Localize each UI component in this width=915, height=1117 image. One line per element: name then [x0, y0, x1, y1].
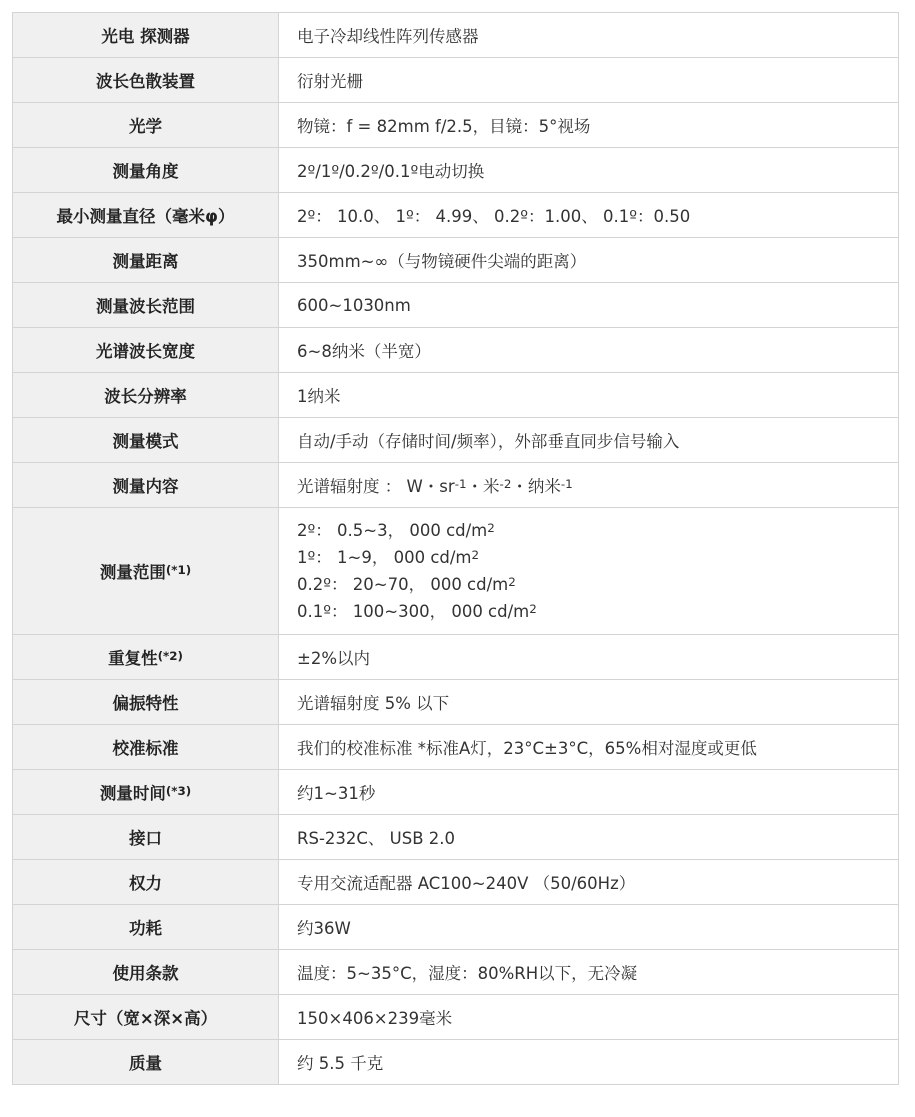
table-row	[13, 103, 899, 148]
range-line	[297, 517, 898, 544]
table-row	[13, 1040, 899, 1085]
row-label: 质量	[13, 1040, 279, 1085]
table-row	[13, 680, 899, 725]
row-value: 我们的校准标准 *标准A灯，23°C±3°C，65%相对湿度或更低	[279, 725, 899, 770]
range-text: 1º： 1~9， 000 cd/m	[297, 548, 472, 567]
row-label: 接口	[13, 815, 279, 860]
row-label: 波长分辨率	[13, 373, 279, 418]
table-row	[13, 995, 899, 1040]
row-value: 600~1030nm	[279, 283, 899, 328]
row-label: 测量内容	[13, 463, 279, 508]
table-row	[13, 193, 899, 238]
table-row	[13, 328, 899, 373]
table-row	[13, 725, 899, 770]
table-row	[13, 418, 899, 463]
row-label: 功耗	[13, 905, 279, 950]
label-text: 测量时间	[99, 784, 166, 803]
table-row	[13, 508, 899, 635]
row-label: 光谱波长宽度	[13, 328, 279, 373]
table-row	[13, 148, 899, 193]
row-value: 温度：5~35°C，湿度：80%RH以下，无冷凝	[279, 950, 899, 995]
row-label: 测量模式	[13, 418, 279, 463]
range-line	[297, 544, 898, 571]
row-label: 波长色散装置	[13, 58, 279, 103]
footnote-marker: (*3)	[165, 783, 192, 798]
label-text: 重复性	[108, 649, 158, 668]
table-row	[13, 58, 899, 103]
row-value: 2º/1º/0.2º/0.1º电动切换	[279, 148, 899, 193]
row-label: 测量距离	[13, 238, 279, 283]
row-label	[13, 508, 279, 635]
row-value: 350mm~∞（与物镜硬件尖端的距离）	[279, 238, 899, 283]
row-value: 约1~31秒	[279, 770, 899, 815]
row-label: 光电 探测器	[13, 13, 279, 58]
spec-table	[12, 12, 899, 1085]
table-row	[13, 238, 899, 283]
table-row	[13, 13, 899, 58]
footnote-marker: (*2)	[157, 648, 183, 663]
row-value: RS-232C、 USB 2.0	[279, 815, 899, 860]
table-row	[13, 860, 899, 905]
row-label: 偏振特性	[13, 680, 279, 725]
superscript: -2	[499, 476, 512, 491]
range-text: 2º： 0.5~3， 000 cd/m	[297, 521, 488, 540]
row-label	[13, 770, 279, 815]
range-text: 0.1º： 100~300， 000 cd/m	[297, 602, 530, 621]
row-value: 光谱辐射度 5% 以下	[279, 680, 899, 725]
row-label: 权力	[13, 860, 279, 905]
row-value: ±2%以内	[279, 635, 899, 680]
row-label: 光学	[13, 103, 279, 148]
row-value	[279, 508, 899, 635]
footnote-marker: (*1)	[165, 562, 192, 577]
range-text: 0.2º： 20~70， 000 cd/m	[297, 575, 509, 594]
range-line	[297, 571, 898, 598]
table-row	[13, 815, 899, 860]
row-label: 使用条款	[13, 950, 279, 995]
row-label: 测量角度	[13, 148, 279, 193]
row-value: 2º： 10.0、 1º： 4.99、 0.2º：1.00、 0.1º：0.50	[279, 193, 899, 238]
superscript: 2	[471, 547, 480, 562]
row-value: 约36W	[279, 905, 899, 950]
label-text: 测量范围	[99, 563, 166, 582]
row-value: 物镜：f = 82mm f/2.5，目镜：5°视场	[279, 103, 899, 148]
table-row	[13, 950, 899, 995]
row-label: 尺寸（宽×深×高）	[13, 995, 279, 1040]
row-label	[13, 635, 279, 680]
row-value: 约 5.5 千克	[279, 1040, 899, 1085]
superscript: -1	[560, 476, 573, 491]
table-row	[13, 770, 899, 815]
row-label: 校准标准	[13, 725, 279, 770]
superscript: 2	[508, 574, 516, 589]
range-line	[297, 598, 898, 625]
row-value: 衍射光栅	[279, 58, 899, 103]
row-value: 6~8纳米（半宽）	[279, 328, 899, 373]
value-prefix: 光谱辐射度 ： W・sr	[297, 477, 455, 496]
table-row	[13, 283, 899, 328]
superscript: 2	[529, 601, 537, 616]
value-suffix: ・纳米	[511, 477, 561, 496]
table-row	[13, 373, 899, 418]
table-row	[13, 635, 899, 680]
row-label: 测量波长范围	[13, 283, 279, 328]
superscript: 2	[487, 520, 495, 535]
table-row	[13, 905, 899, 950]
row-label: 最小测量直径（毫米φ）	[13, 193, 279, 238]
superscript: -1	[454, 476, 467, 491]
row-value	[279, 463, 899, 508]
row-value: 1纳米	[279, 373, 899, 418]
row-value: 电子冷却线性阵列传感器	[279, 13, 899, 58]
table-row	[13, 463, 899, 508]
row-value: 150×406×239毫米	[279, 995, 899, 1040]
row-value: 自动/手动（存储时间/频率），外部垂直同步信号输入	[279, 418, 899, 463]
row-value: 专用交流适配器 AC100~240V （50/60Hz）	[279, 860, 899, 905]
value-mid: ・米	[466, 477, 500, 496]
